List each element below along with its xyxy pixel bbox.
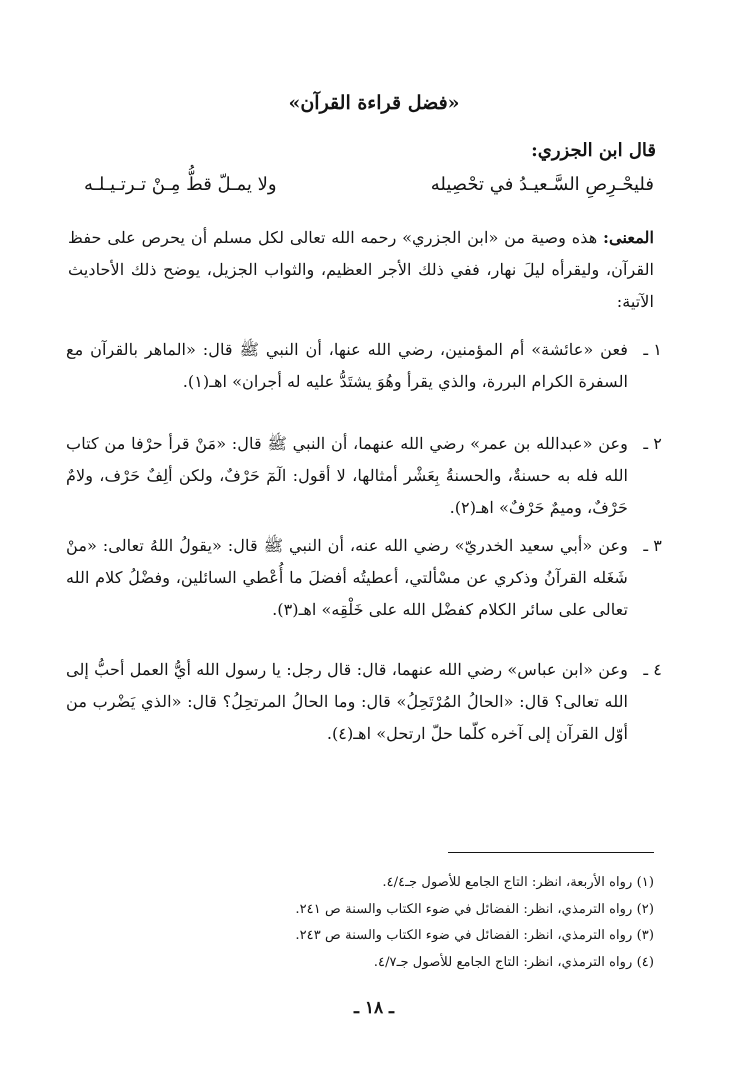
page-number: ـ ١٨ ـ [353,998,395,1018]
hadith-number: ٣ ـ [643,536,662,555]
hadith-text: وعن «عبدالله بن عمر» رضي الله عنهما، أن النبي ﷺ قال: «مَنْ قرأ حرْفا من كتاب الله فله به حسنةٌ، والحسنةُ بِعَشْر أمثالها، لا أقول: الٓمٓ حَرْفٌ، ولكن ألِفٌ حَرْف، ولامٌ حَرْفٌ، وميمٌ حَرْفٌ» اهـ(٢). [66,434,628,517]
footnote: (١) رواه الأربعة، انظر: التاج الجامع للأصول جـ٤/٤. [382,875,654,890]
footnote: (٢) رواه الترمذي، انظر: الفضائل في ضوء الكتاب والسنة ص ٢٤١. [295,901,654,917]
hadith-item [66,428,662,524]
meaning-paragraph [68,222,654,318]
footnotes [74,870,654,976]
hadith-number: ٢ ـ [643,434,662,453]
hadith-text: فعن «عائشة» أم المؤمنين، رضي الله عنها، أن النبي ﷺ قال: «الماهر بالقرآن مع السفرة الكرام البررة، والذي يقرأ وهُوَ يشتَدُّ عليه له أجران» اهـ(١). [66,340,628,391]
footnote: (٤) رواه الترمذي، انظر: التاج الجامع للأصول جـ٤/٧. [373,954,654,970]
verse-first-hemistich: فليحْـرِصِ السَّـعيـدُ في تحْصِيله [430,174,654,195]
footnote: (٣) رواه الترمذي، انظر: الفضائل في ضوء الكتاب والسنة ص ٢٤٣. [295,928,654,943]
hadith-item [66,654,662,750]
section-title: «فضل قراءة القرآن» [288,92,460,114]
hadith-number: ١ ـ [643,340,662,359]
poem-verse [84,174,654,208]
meaning-label: المعنى: [603,228,654,247]
hadith-text: وعن «ابن عباس» رضي الله عنهما، قال: قال رجل: يا رسول الله أيُّ العمل أحبُّ إلى الله تعالى؟ قال: «الحالُ المُرْتَحِلُ» قال: وما الحالُ المرتحِلُ؟ قال: «الذي يَضْرب من أوّل القرآن إلى آخره كلّما حلّ ارتحل» اهـ(٤). [66,660,628,743]
hadith-item [66,334,662,398]
meaning-text: هذه وصية من «ابن الجزري» رحمه الله تعالى لكل مسلم أن يحرص على حفظ القرآن، وليقرأه ليلَ نهار، ففي ذلك الأجر العظيم، والثواب الجزيل، يوضح ذلك الأحاديث الآتية: [68,228,654,311]
verse-second-hemistich: ولا يمـلّ قطُّ مِـنْ تـرتـيـلـه [84,174,277,195]
hadith-item [66,530,662,626]
author-line: قال ابن الجزري: [531,140,656,161]
hadith-number: ٤ ـ [643,660,662,679]
footnote-separator [448,852,654,853]
hadith-text: وعن «أبي سعيد الخدريّ» رضي الله عنه، أن النبي ﷺ قال: «يقولُ اللهُ تعالى: «منْ شَغَله القرآنُ وذكري عن مسْألتي، أعطيتُه أفضلَ ما أُعْطي السائلين، وفضْلُ كلام الله تعالى على سائر الكلام كفضْل الله على خَلْقِه» اهـ(٣). [66,536,628,619]
